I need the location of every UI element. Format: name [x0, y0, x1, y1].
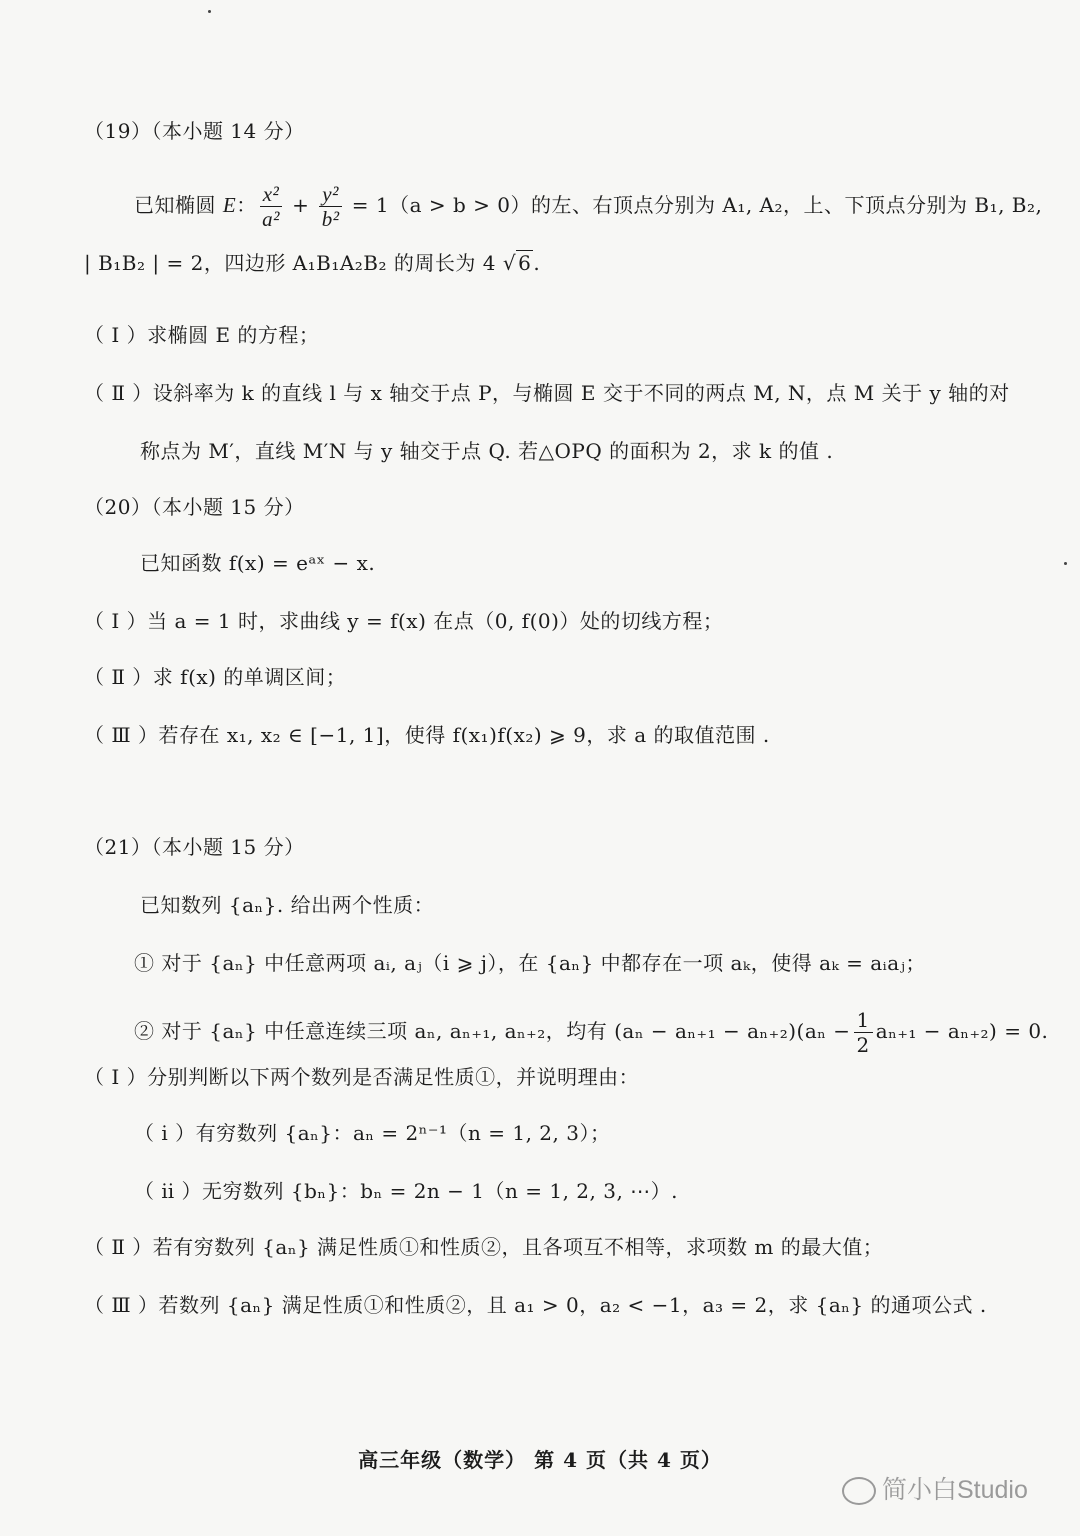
q19-frac-y	[319, 182, 342, 231]
q21-part1: （ Ⅰ ）分别判断以下两个数列是否满足性质①，并说明理由：	[84, 1065, 640, 1089]
q20-part3: （ Ⅲ ）若存在 x₁, x₂ ∈ [−1, 1]，使得 f(x₁)f(x₂) ⩾ 9，求 a 的取值范围 .	[84, 723, 770, 747]
q19-part1: （ Ⅰ ）求椭圆 E 的方程；	[84, 323, 320, 347]
q21-part2: （ Ⅱ ）若有穷数列 {aₙ} 满足性质①和性质②，且各项互不相等，求项数 m 的最大值；	[84, 1235, 884, 1259]
q20-part1: （ Ⅰ ）当 a = 1 时，求曲线 y = f(x) 在点（0, f(0)）处的切线方程；	[84, 609, 724, 633]
q19-sqrt-sign: √	[502, 251, 517, 275]
q21-prop2-text-a: ② 对于 {aₙ} 中任意连续三项 aₙ, aₙ₊₁, aₙ₊₂，均有 (aₙ − aₙ₊₁ − aₙ₊₂)(aₙ −	[134, 1019, 851, 1043]
q21-part3: （ Ⅲ ）若数列 {aₙ} 满足性质①和性质②，且 a₁ > 0，a₂ < −1，a₃ = 2，求 {aₙ} 的通项公式 .	[84, 1293, 987, 1317]
q21-intro: 已知数列 {aₙ}. 给出两个性质：	[140, 893, 435, 917]
q21-property-1: ① 对于 {aₙ} 中任意两项 aᵢ, aⱼ（i ⩾ j），在 {aₙ} 中都存在一项 aₖ，使得 aₖ = aᵢaⱼ；	[134, 951, 926, 975]
page-footer: 高三年级（数学） 第 4 页（共 4 页）	[358, 1448, 722, 1472]
q19-frac-x-num: x²	[260, 182, 283, 207]
q21-prop2-text-b: aₙ₊₁ − aₙ₊₂) = 0.	[875, 1019, 1049, 1043]
q21-prop2-half-num: 1	[854, 1008, 873, 1033]
q21-prop2-half-den: 2	[856, 1033, 870, 1057]
wechat-icon	[842, 1477, 876, 1505]
q20-part2: （ Ⅱ ）求 f(x) 的单调区间；	[84, 665, 347, 689]
q21-sub-i: （ ⅰ ）有穷数列 {aₙ}：aₙ = 2ⁿ⁻¹（n = 1, 2, 3）；	[134, 1121, 611, 1145]
q19-part2-line2: 称点为 M′，直线 M′N 与 y 轴交于点 Q. 若△OPQ 的面积为 2，求 k 的值 .	[140, 439, 834, 463]
q19-colon: ：	[236, 193, 257, 217]
scan-speck	[208, 10, 211, 13]
q19-plus: +	[285, 193, 317, 217]
q19-frac-y-num: y²	[319, 182, 342, 207]
q19-var-e: E	[222, 193, 237, 217]
q19-frac-x-den: a²	[262, 207, 280, 231]
watermark	[842, 1470, 1028, 1506]
q21-header: （21）（本小题 15 分）	[84, 835, 305, 859]
q19-intro-line1	[134, 180, 1042, 231]
q19-frac-y-den: b²	[321, 207, 340, 231]
q19-part2-line1: （ Ⅱ ）设斜率为 k 的直线 l 与 x 轴交于点 P，与椭圆 E 交于不同的两点 M, N，点 M 关于 y 轴的对	[84, 381, 1010, 405]
q20-header: （20）（本小题 15 分）	[84, 495, 305, 519]
q20-intro: 已知函数 f(x) = eᵃˣ − x.	[140, 551, 376, 575]
q19-header: （19）（本小题 14 分）	[84, 119, 305, 143]
q19-eq-text: = 1（a > b > 0）的左、右顶点分别为 A₁, A₂，上、下顶点分别为 B₁, B₂,	[344, 193, 1043, 217]
q21-prop2-half	[854, 1008, 873, 1057]
q19-frac-x	[260, 182, 283, 231]
q19-intro-line2	[84, 250, 540, 276]
watermark-text: 简小白Studio	[882, 1476, 1028, 1504]
q19-sqrt-value: 6	[518, 251, 532, 275]
q21-sub-ii: （ ⅱ ）无穷数列 {bₙ}：bₙ = 2n − 1（n = 1, 2, 3, ⋯）.	[134, 1179, 679, 1203]
q19-intro-text: 已知椭圆	[134, 193, 223, 217]
scan-speck	[1064, 562, 1067, 565]
q19-period: .	[533, 251, 541, 275]
q19-line2-text: | B₁B₂ | = 2，四边形 A₁B₁A₂B₂ 的周长为 4	[84, 251, 496, 275]
q21-property-2	[134, 1006, 1048, 1057]
